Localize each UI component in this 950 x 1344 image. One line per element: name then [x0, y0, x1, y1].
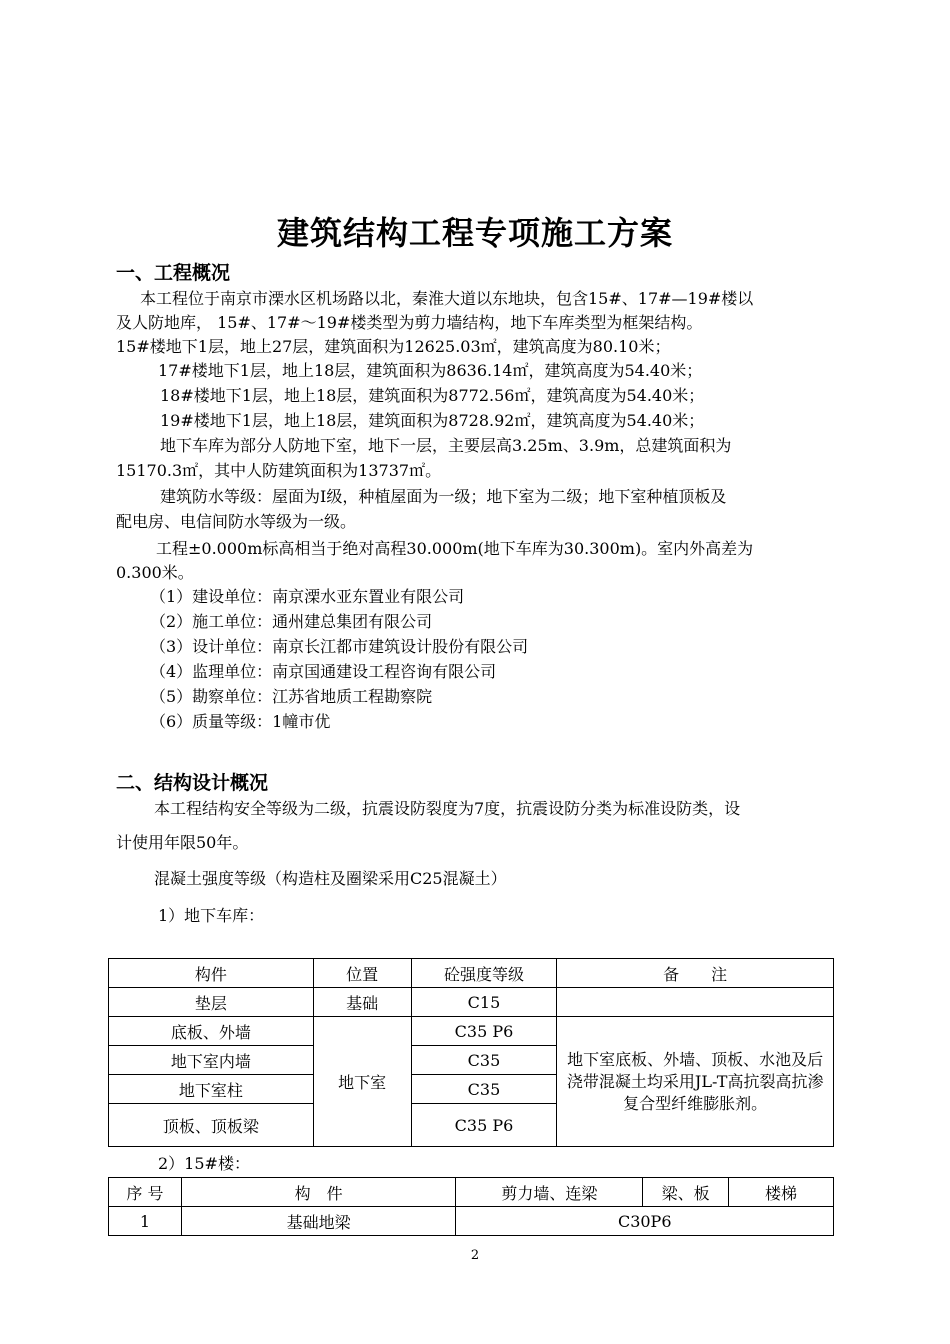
cell-member: 地下室内墙 — [109, 1046, 314, 1075]
cell-grade: C15 — [411, 988, 557, 1017]
table-header-row — [109, 959, 834, 988]
cell-member: 顶板、顶板梁 — [109, 1104, 314, 1147]
cell-location-merged: 地下室 — [313, 1017, 411, 1147]
cell-index: 1 — [109, 1207, 182, 1236]
cell-member: 基础地梁 — [181, 1207, 456, 1236]
header-beam-slab: 梁、板 — [643, 1178, 729, 1207]
garage-subheading: 1）地下车库： — [158, 906, 265, 925]
cell-grade: C35 — [411, 1075, 557, 1104]
cell-grade: C35 P6 — [411, 1104, 557, 1147]
building-19-info: 19#楼地下1层，地上18层，建筑面积为8728.92㎡，建筑高度为54.40米； — [160, 411, 705, 430]
building-15-info: 15#楼地下1层，地上27层，建筑面积为12625.03㎡，建筑高度为80.10米； — [116, 337, 671, 356]
header-shear-wall: 剪力墙、连梁 — [456, 1178, 643, 1207]
cell-member: 垫层 — [109, 988, 314, 1017]
building-18-info: 18#楼地下1层，地上18层，建筑面积为8772.56㎡，建筑高度为54.40米； — [160, 386, 705, 405]
cell-location: 基础 — [313, 988, 411, 1017]
cell-note-empty — [557, 988, 834, 1017]
cell-grade: C35 P6 — [411, 1017, 557, 1046]
garage-line-1: 地下车库为部分人防地下室，地下一层，主要层高3.25m、3.9m，总建筑面积为 — [160, 436, 732, 455]
building-17-info: 17#楼地下1层，地上18层，建筑面积为8636.14㎡，建筑高度为54.40米； — [158, 361, 703, 380]
cell-member: 底板、外墙 — [109, 1017, 314, 1046]
cell-member: 地下室柱 — [109, 1075, 314, 1104]
unit-contractor: （2）施工单位：通州建总集团有限公司 — [150, 612, 433, 631]
table-row — [109, 988, 834, 1017]
table-row — [109, 1017, 834, 1046]
header-grade: 砼强度等级 — [411, 959, 557, 988]
elevation-line-2: 0.300米。 — [116, 563, 194, 582]
concrete-grade-note: 混凝土强度等级（构造柱及圈梁采用C25混凝土） — [154, 869, 507, 888]
unit-design: （3）设计单位：南京长江都市建筑设计股份有限公司 — [150, 637, 529, 656]
cell-grade: C35 — [411, 1046, 557, 1075]
table-header-row — [109, 1178, 834, 1207]
header-member: 构 件 — [181, 1178, 456, 1207]
unit-supervision: （4）监理单位：南京国通建设工程咨询有限公司 — [150, 662, 497, 681]
building15-subheading: 2）15#楼： — [158, 1154, 250, 1173]
cell-note-merged: 地下室底板、外墙、顶板、水池及后浇带混凝土均采用JL-T高抗裂高抗渗复合型纤维膨胀剂。 — [557, 1017, 834, 1147]
garage-line-2: 15170.3㎡，其中人防建筑面积为13737㎡。 — [116, 461, 442, 480]
header-stair: 楼梯 — [729, 1178, 834, 1207]
unit-survey: （5）勘察单位：江苏省地质工程勘察院 — [150, 687, 433, 706]
structure-line-1: 本工程结构安全等级为二级，抗震设防裂度为7度，抗震设防分类为标准设防类，设 — [154, 799, 741, 818]
document-title: 建筑结构工程专项施工方案 — [276, 214, 673, 252]
cell-grade-merged: C30P6 — [456, 1207, 834, 1236]
header-location: 位置 — [313, 959, 411, 988]
elevation-line-1: 工程±0.000m标高相当于绝对高程30.000m(地下车库为30.300m)。室内外高差为 — [156, 539, 754, 558]
header-note: 备 注 — [557, 959, 834, 988]
header-member: 构件 — [109, 959, 314, 988]
header-index: 序 号 — [109, 1178, 182, 1207]
garage-concrete-table — [108, 958, 834, 1147]
quality-grade: （6）质量等级：1幢市优 — [150, 712, 331, 731]
table-row — [109, 1207, 834, 1236]
unit-construction: （1）建设单位：南京溧水亚东置业有限公司 — [150, 587, 465, 606]
structure-line-2: 计使用年限50年。 — [116, 833, 249, 852]
section2-heading: 二、结构设计概况 — [116, 772, 269, 794]
page-number: 2 — [470, 1248, 480, 1263]
waterproof-line-2: 配电房、电信间防水等级为一级。 — [116, 512, 357, 531]
intro-line-2: 及人防地库， 15#、17#～19#楼类型为剪力墙结构，地下车库类型为框架结构。 — [116, 313, 703, 332]
section1-heading: 一、工程概况 — [116, 262, 231, 284]
intro-line-1: 本工程位于南京市溧水区机场路以北，秦淮大道以东地块，包含15#、17#—19#楼以 — [140, 289, 754, 308]
waterproof-line-1: 建筑防水等级：屋面为Ⅰ级，种植屋面为一级；地下室为二级；地下室种植顶板及 — [160, 487, 727, 506]
building15-concrete-table — [108, 1177, 834, 1236]
